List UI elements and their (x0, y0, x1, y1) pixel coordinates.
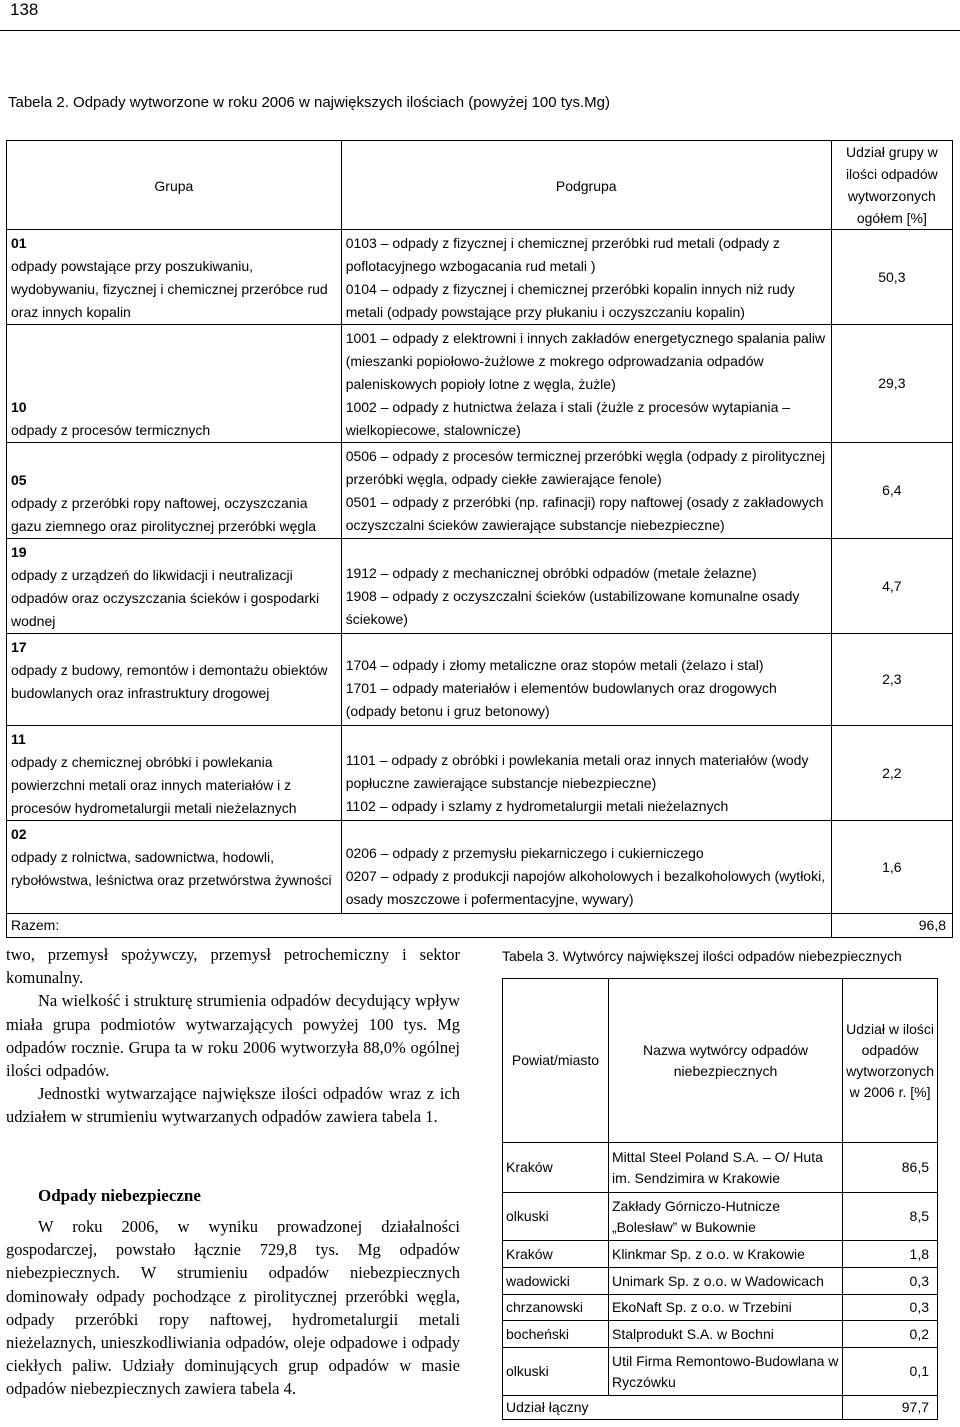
share-value: 2,2 (831, 726, 952, 821)
group-cell (7, 821, 342, 914)
table-row (503, 1193, 938, 1241)
share-value: 1,6 (831, 821, 952, 914)
subgroup-cell (341, 821, 831, 914)
paragraph: Na wielkość i strukturę strumienia odpadów decydujący wpływ miała grupa podmiotów wytwarzających powyżej 100 tys. Mg odpadów rocznie. Grupa ta w roku 2006 wytworzyła 88,0% ogólnej ilości odpadów. (6, 991, 460, 1081)
total-label: Udział łączny (503, 1396, 843, 1420)
subgroup-item: 1908 – odpady z oczyszczalni ścieków (ustabilizowane komunalne osady ściekowe) (345, 588, 800, 627)
subgroup-item: 1002 – odpady z hutnictwa żelaza i stali (żużle z procesów wytapiania – wielkopiecowe, stalownicze) (345, 399, 791, 438)
district-cell: wadowicki (503, 1268, 609, 1295)
group-name: odpady z chemicznej obróbki i powlekania powierzchni metali oraz innych materiałów i z procesów hydrometalurgii metali nieżelaznych (11, 754, 297, 816)
subgroup-cell (341, 539, 831, 634)
group-cell (7, 230, 342, 325)
producer-cell: Mittal Steel Poland S.A. – O/ Huta im. Sendzimira w Krakowie (608, 1143, 842, 1193)
table-row (503, 1348, 938, 1396)
total-value: 97,7 (843, 1396, 938, 1420)
share-cell: 8,5 (843, 1193, 938, 1241)
producer-cell: Klinkmar Sp. z o.o. w Krakowie (608, 1241, 842, 1268)
header-rule (0, 30, 960, 31)
subgroup-item: 0206 – odpady z przemysłu piekarniczego i cukierniczego (345, 845, 704, 861)
subgroup-item: 0501 – odpady z przeróbki (np. rafinacji) ropy naftowej (osady z zakładowych oczyszczalni ścieków zawierające substancje niebezpieczne) (345, 494, 824, 533)
table2-caption: Tabela 2. Odpady wytworzone w roku 2006 w największych ilościach (powyżej 100 tys.Mg) (8, 94, 610, 111)
share-cell: 0,2 (843, 1321, 938, 1348)
table-row (7, 634, 953, 726)
total-value: 96,8 (831, 914, 952, 938)
subgroup-item: 1912 – odpady z mechanicznej obróbki odpadów (metale żelazne) (345, 565, 757, 581)
header-group: Grupa (7, 141, 342, 230)
group-name: odpady z urządzeń do likwidacji i neutralizacji odpadów oraz oczyszczania ścieków i gospodarki wodnej (11, 567, 320, 629)
paragraph: Jednostki wytwarzające największe ilości odpadów wraz z ich udziałem w strumieniu wytwarzanych odpadów zawiera tabela 1. (6, 1084, 460, 1127)
producer-cell: Stalprodukt S.A. w Bochni (608, 1321, 842, 1348)
subgroup-item: 1001 – odpady z elektrowni i innych zakładów energetycznego spalania paliw (mieszanki popiołowo-żużlowe z mokrego odprowadzania odpadów paleniskowych popioły lotne z węgla, żużle) (345, 330, 826, 392)
share-value: 29,3 (831, 325, 952, 443)
table-row (7, 821, 953, 914)
header-district: Powiat/miasto (503, 979, 609, 1143)
table-row (503, 1295, 938, 1321)
table3-caption: Tabela 3. Wytwórcy największej ilości odpadów niebezpiecznych (502, 948, 902, 964)
district-cell: Kraków (503, 1241, 609, 1268)
paragraph: W roku 2006, w wyniku prowadzonej działalności gospodarczej, powstało łącznie 729,8 tys. Mg odpadów niebezpiecznych. W strumieniu odpadów niebezpiecznych dominowały odpady pochodzące z pirolitycznej przeróbki węgla, odpady przeróbki ropy naftowej, hydrometalurgii metali nieżelaznych, unieszkodliwiania odpadów, oleje odpadowe i odpady ciekłych paliw. Udziały dominujących grup odpadów w masie odpadów niebezpiecznych zawiera tabela 4. (6, 1217, 460, 1399)
subgroup-item: 1701 – odpady materiałów i elementów budowlanych oraz drogowych (odpady betonu i gruz betonowy) (345, 680, 777, 719)
share-cell: 0,3 (843, 1295, 938, 1321)
share-value: 50,3 (831, 230, 952, 325)
table-row (503, 1241, 938, 1268)
subgroup-item: 0506 – odpady z procesów termicznej przeróbki węgla (odpady z pirolitycznej przeróbki węgla, odpady ciekłe zawierające fenole) (345, 448, 826, 487)
group-code: 01 (11, 235, 27, 251)
section-heading: Odpady niebezpieczne (38, 1186, 201, 1205)
table-row (7, 539, 953, 634)
group-code: 02 (11, 826, 27, 842)
header-subgroup: Podgrupa (341, 141, 831, 230)
subgroup-item: 1102 – odpady i szlamy z hydrometalurgii metali nieżelaznych (345, 798, 729, 814)
share-cell: 1,8 (843, 1241, 938, 1268)
table-row (7, 443, 953, 539)
district-cell: olkuski (503, 1193, 609, 1241)
group-cell (7, 539, 342, 634)
page-number: 138 (10, 0, 39, 19)
subgroup-item: 0103 – odpady z fizycznej i chemicznej przeróbki rud metali (odpady z poflotacyjnego wzbogacania rud metali ) (345, 235, 780, 274)
group-name: odpady z budowy, remontów i demontażu obiektów budowlanych oraz infrastruktury drogowej (11, 662, 328, 701)
group-name: odpady z rolnictwa, sadownictwa, hodowli, rybołówstwa, leśnictwa oraz przetwórstwa żywności (11, 849, 332, 888)
subgroup-cell (341, 634, 831, 726)
subgroup-item: 0207 – odpady z produkcji napojów alkoholowych i bezalkoholowych (wytłoki, osady moszczowe i pofermentacyjne, wywary) (345, 868, 826, 907)
table-row (503, 1268, 938, 1295)
share-cell: 86,5 (843, 1143, 938, 1193)
body-text-column (6, 943, 460, 1129)
body-text-column-2 (6, 1215, 460, 1401)
table2-waste-generated (6, 140, 953, 938)
group-name: odpady z przeróbki ropy naftowej, oczyszczania gazu ziemnego oraz pirolitycznej przeróbki węgla (11, 495, 317, 534)
table-row (503, 1143, 938, 1193)
group-code: 05 (11, 472, 27, 488)
table-total-row (7, 914, 953, 938)
group-cell (7, 443, 342, 539)
header-producer: Nazwa wytwórcy odpadów niebezpiecznych (608, 979, 842, 1143)
subgroup-item: 0104 – odpady z fizycznej i chemicznej przeróbki kopalin innych niż rudy metali (odpady powstające przy płukaniu i oczyszczaniu kopalin) (345, 281, 795, 320)
producer-cell: Zakłady Górniczo-Hutnicze „Bolesław” w Bukownie (608, 1193, 842, 1241)
share-cell: 0,1 (843, 1348, 938, 1396)
group-cell (7, 726, 342, 821)
share-cell: 0,3 (843, 1268, 938, 1295)
producer-cell: Unimark Sp. z o.o. w Wadowicach (608, 1268, 842, 1295)
subgroup-item: 1704 – odpady i złomy metaliczne oraz stopów metali (żelazo i stal) (345, 657, 764, 673)
group-cell (7, 325, 342, 443)
table-row (7, 230, 953, 325)
paragraph: two, przemysł spożywczy, przemysł petrochemiczny i sektor komunalny. (6, 945, 460, 988)
district-cell: olkuski (503, 1348, 609, 1396)
subgroup-item: 1101 – odpady z obróbki i powlekania metali oraz innych materiałów (wody popłuczne zawierające substancje niebezpieczne) (345, 752, 809, 791)
group-cell (7, 634, 342, 726)
table3-hazardous-producers (502, 978, 938, 1420)
district-cell: bocheński (503, 1321, 609, 1348)
share-value: 2,3 (831, 634, 952, 726)
table-row (7, 726, 953, 821)
table-row (503, 1321, 938, 1348)
producer-cell: EkoNaft Sp. z o.o. w Trzebini (608, 1295, 842, 1321)
district-cell: chrzanowski (503, 1295, 609, 1321)
district-cell: Kraków (503, 1143, 609, 1193)
group-code: 11 (11, 731, 26, 747)
header-share: Udział grupy w ilości odpadów wytworzonych ogółem [%] (831, 141, 952, 230)
subgroup-cell (341, 230, 831, 325)
group-name: odpady powstające przy poszukiwaniu, wydobywaniu, fizycznej i chemicznej przeróbce rud oraz innych kopalin (11, 258, 328, 320)
group-code: 19 (11, 544, 27, 560)
group-name: odpady z procesów termicznych (11, 422, 211, 438)
share-value: 4,7 (831, 539, 952, 634)
subgroup-cell (341, 443, 831, 539)
group-code: 17 (11, 639, 27, 655)
table-row (7, 325, 953, 443)
total-label: Razem: (7, 914, 832, 938)
table-total-row (503, 1396, 938, 1420)
group-code: 10 (11, 399, 27, 415)
header-share: Udział w ilości odpadów wytworzonych w 2006 r. [%] (843, 979, 938, 1143)
subgroup-cell (341, 325, 831, 443)
share-value: 6,4 (831, 443, 952, 539)
subgroup-cell (341, 726, 831, 821)
producer-cell: Util Firma Remontowo-Budowlana w Ryczówku (608, 1348, 842, 1396)
